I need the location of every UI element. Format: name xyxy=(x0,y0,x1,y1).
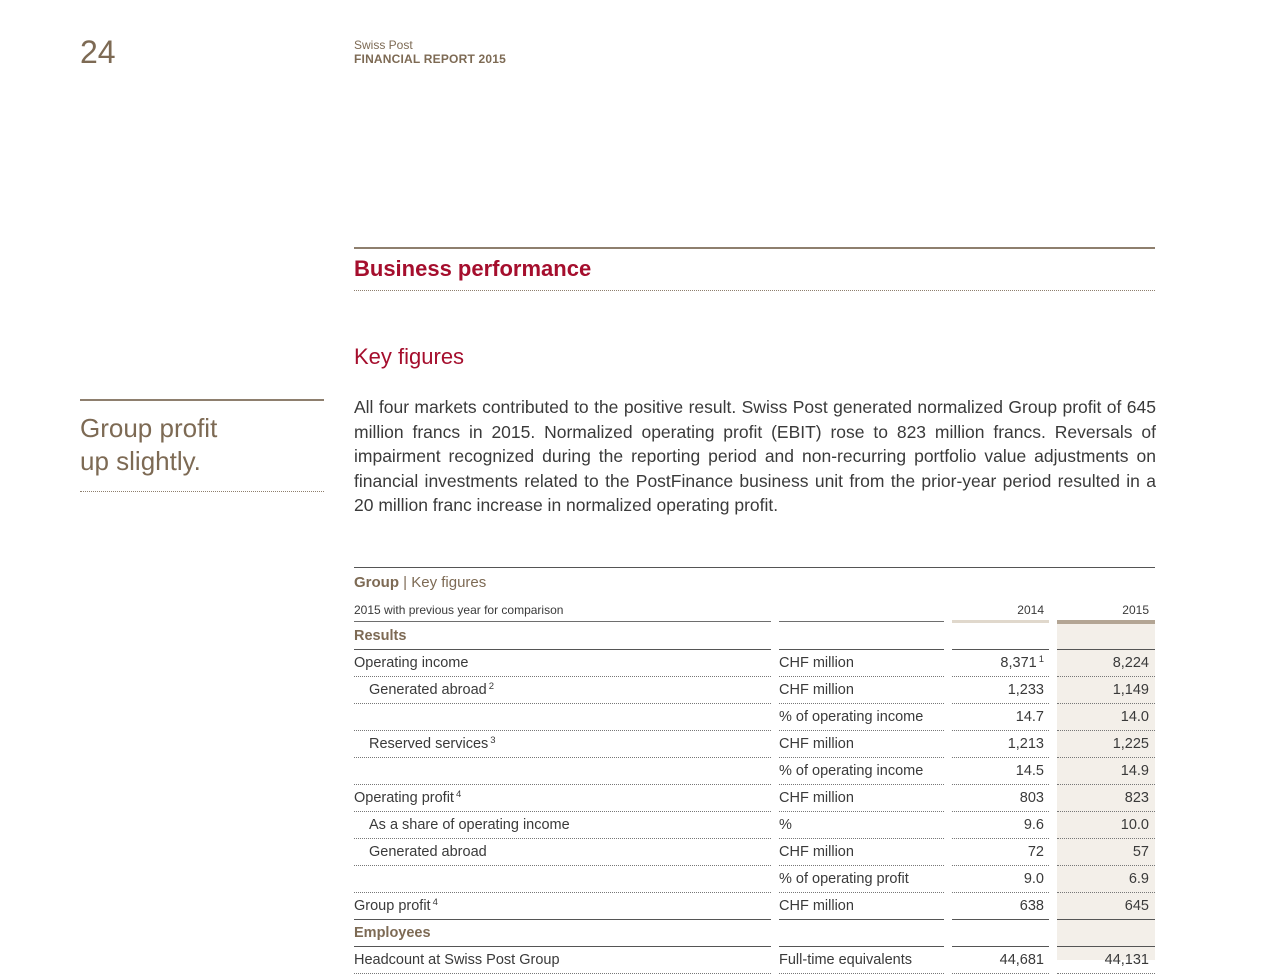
table-row xyxy=(0,677,1280,704)
year-header-2015: 2015 xyxy=(1122,603,1149,617)
table-caption: 2015 with previous year for comparison xyxy=(354,603,564,617)
row-label xyxy=(354,677,771,703)
value-2015 xyxy=(1057,731,1149,757)
row-label xyxy=(354,650,771,676)
value-2014 xyxy=(952,785,1044,811)
value-2014 xyxy=(952,839,1044,865)
row-unit-text: Full-time equivalents xyxy=(779,952,912,968)
table-title xyxy=(354,574,486,591)
value-2015-text: 14.9 xyxy=(1120,763,1149,779)
table-group-row xyxy=(0,623,1280,650)
header-line-unit xyxy=(779,621,944,622)
value-2014-text: 803 xyxy=(1019,790,1044,806)
table-title-separator: | xyxy=(399,574,412,591)
row-label xyxy=(354,812,771,838)
table-row xyxy=(0,758,1280,785)
row-unit-text: % of operating income xyxy=(779,763,924,779)
row-label xyxy=(354,623,771,649)
value-2015 xyxy=(1057,623,1149,649)
row-label xyxy=(354,893,771,919)
value-2014-text: 1,213 xyxy=(1007,736,1044,752)
value-2015-text: 823 xyxy=(1124,790,1149,806)
value-2015 xyxy=(1057,677,1149,703)
table-title-rest: Key figures xyxy=(411,574,487,591)
section-subtitle: Key figures xyxy=(354,344,465,369)
sidebar-top-rule xyxy=(80,399,324,401)
row-unit-text: CHF million xyxy=(779,898,854,914)
row-unit xyxy=(779,704,944,730)
value-2014 xyxy=(952,758,1044,784)
row-unit xyxy=(779,731,944,757)
value-2015-text: 8,224 xyxy=(1112,655,1149,671)
year-header-2014: 2014 xyxy=(1017,603,1044,617)
footnote-marker: 4 xyxy=(432,897,438,908)
header-line-label xyxy=(354,621,771,622)
row-unit xyxy=(779,839,944,865)
section-top-rule xyxy=(354,247,1155,249)
value-2015 xyxy=(1057,650,1149,676)
page-number: 24 xyxy=(80,34,116,70)
value-2015 xyxy=(1057,947,1149,973)
row-unit xyxy=(779,893,944,919)
value-2014 xyxy=(952,893,1044,919)
table-group-row xyxy=(0,920,1280,947)
value-2014 xyxy=(952,812,1044,838)
row-unit-text: % of operating profit xyxy=(779,871,909,887)
row-unit xyxy=(779,758,944,784)
row-unit-text: CHF million xyxy=(779,655,854,671)
row-label-text: Generated abroad xyxy=(369,682,487,698)
footnote-marker: 4 xyxy=(455,789,462,800)
row-label xyxy=(354,839,771,865)
row-label-text: Generated abroad xyxy=(369,844,487,860)
value-2015-text: 6.9 xyxy=(1128,871,1149,887)
value-2014 xyxy=(952,731,1044,757)
row-unit xyxy=(779,677,944,703)
footnote-marker: 1 xyxy=(1038,654,1044,665)
value-2015 xyxy=(1057,839,1149,865)
row-unit xyxy=(779,866,944,892)
row-label-text: Operating profit xyxy=(354,790,454,806)
row-unit xyxy=(779,920,944,946)
value-2014-text: 1,233 xyxy=(1007,682,1044,698)
row-label-text: Results xyxy=(354,628,407,644)
row-unit-text: CHF million xyxy=(779,736,854,752)
row-label xyxy=(354,920,771,946)
table-row xyxy=(0,650,1280,677)
value-2015-text: 44,131 xyxy=(1104,952,1149,968)
row-label xyxy=(354,704,771,730)
row-unit-text: CHF million xyxy=(779,844,854,860)
value-2014 xyxy=(952,866,1044,892)
value-2015-text: 14.0 xyxy=(1120,709,1149,725)
row-label-text: Operating income xyxy=(354,655,469,671)
row-unit xyxy=(779,947,944,973)
row-unit xyxy=(779,623,944,649)
row-label xyxy=(354,758,771,784)
sidebar-heading-line1: Group profit xyxy=(80,413,218,443)
row-unit xyxy=(779,812,944,838)
row-label-text: Employees xyxy=(354,925,431,941)
row-label-text: Group profit xyxy=(354,898,431,914)
row-unit-text: % of operating income xyxy=(779,709,924,725)
table-row xyxy=(0,947,1280,974)
header-report-title: FINANCIAL REPORT 2015 xyxy=(354,52,507,66)
value-2015 xyxy=(1057,785,1149,811)
value-2015 xyxy=(1057,704,1149,730)
table-row xyxy=(0,839,1280,866)
value-2015-text: 1,225 xyxy=(1112,736,1149,752)
row-unit xyxy=(779,785,944,811)
header-org: Swiss Post xyxy=(354,38,413,52)
table-row xyxy=(0,812,1280,839)
row-label xyxy=(354,866,771,892)
value-2015 xyxy=(1057,866,1149,892)
value-2014-text: 8,371 xyxy=(1000,655,1037,671)
row-label xyxy=(354,785,771,811)
row-unit-text: CHF million xyxy=(779,682,854,698)
row-label xyxy=(354,731,771,757)
footnote-marker: 2 xyxy=(488,681,494,692)
value-2014-text: 9.6 xyxy=(1023,817,1044,833)
section-title: Business performance xyxy=(354,256,592,281)
section-bottom-rule xyxy=(354,290,1155,291)
table-row xyxy=(0,704,1280,731)
value-2014-text: 9.0 xyxy=(1023,871,1044,887)
row-label xyxy=(354,947,771,973)
value-2015-text: 1,149 xyxy=(1112,682,1149,698)
value-2014 xyxy=(952,677,1044,703)
table-row xyxy=(0,785,1280,812)
table-row xyxy=(0,731,1280,758)
row-unit xyxy=(779,650,944,676)
row-label-text: As a share of operating income xyxy=(369,817,570,833)
row-unit-text: CHF million xyxy=(779,790,854,806)
value-2014 xyxy=(952,704,1044,730)
table-row xyxy=(0,866,1280,893)
value-2015-text: 645 xyxy=(1124,898,1149,914)
value-2015-text: 10.0 xyxy=(1120,817,1149,833)
row-unit-text: % xyxy=(779,817,792,833)
intro-paragraph: All four markets contributed to the positive result. Swiss Post generated normalized Group profit of 645 million francs in 2015. Normalized operating profit (EBIT) rose to 823 million francs. Reversals of impairment recognized during the reporting period and non-recurring portfolio value adjustments on financial investments related to the PostFinance business unit from the prior-year period resulted in a 20 million franc increase in normalized operating profit. xyxy=(354,397,1156,515)
value-2014 xyxy=(952,650,1044,676)
value-2014-text: 638 xyxy=(1019,898,1044,914)
row-label-text: Reserved services xyxy=(369,736,489,752)
value-2015 xyxy=(1057,758,1149,784)
value-2015 xyxy=(1057,812,1149,838)
value-2014-text: 72 xyxy=(1027,844,1044,860)
value-2014-text: 14.7 xyxy=(1015,709,1044,725)
value-2014 xyxy=(952,947,1044,973)
table-top-rule xyxy=(354,567,1155,568)
table-row xyxy=(0,893,1280,920)
value-2014 xyxy=(952,623,1044,649)
value-2015 xyxy=(1057,920,1149,946)
sidebar-heading xyxy=(80,412,320,478)
value-2014-text: 14.5 xyxy=(1015,763,1044,779)
table-title-bold: Group xyxy=(354,574,399,591)
sidebar-bottom-rule xyxy=(80,491,324,492)
value-2014-text: 44,681 xyxy=(999,952,1044,968)
value-2015-text: 57 xyxy=(1132,844,1149,860)
footnote-marker: 3 xyxy=(490,735,496,746)
row-label-text: Headcount at Swiss Post Group xyxy=(354,952,560,968)
value-2015 xyxy=(1057,893,1149,919)
value-2014 xyxy=(952,920,1044,946)
sidebar-heading-line2: up slightly. xyxy=(80,446,201,476)
